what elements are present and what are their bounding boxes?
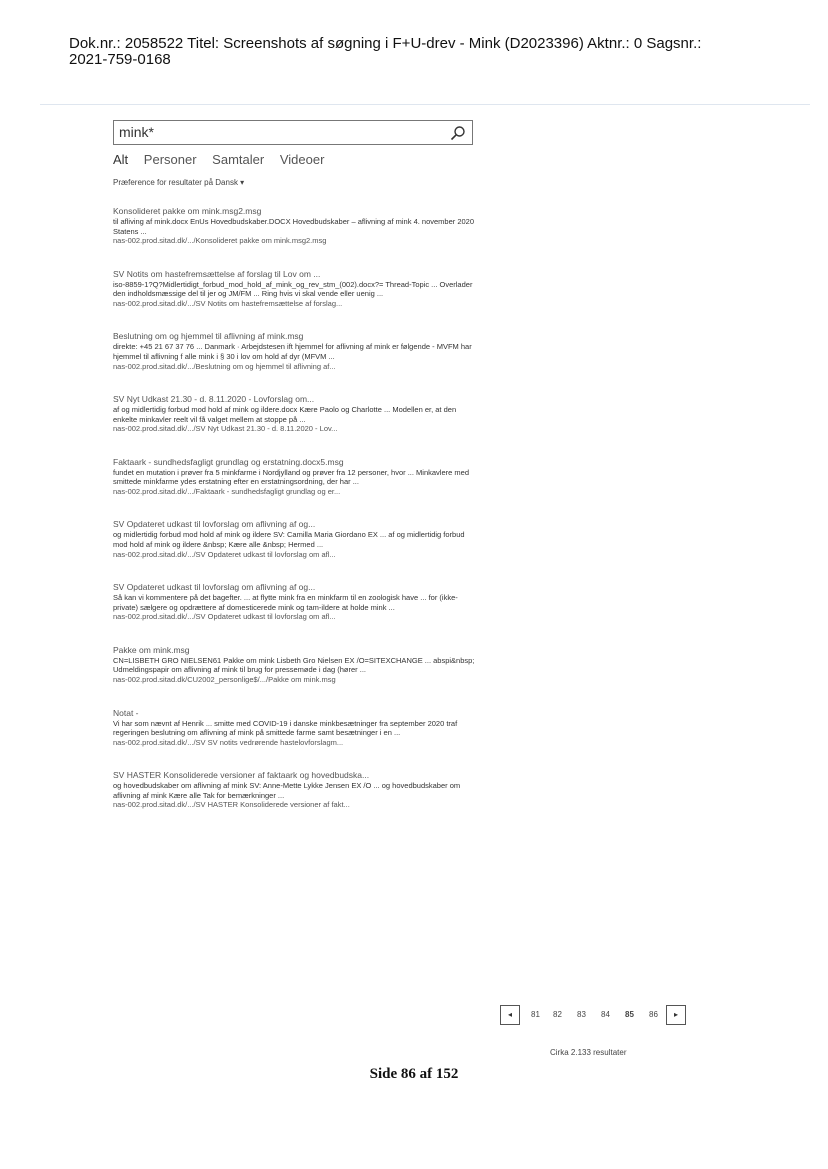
page-link-84[interactable]: 84: [601, 1010, 610, 1019]
result-snippet: fundet en mutation i prøver fra 5 minkfarme i Nordjylland og prøver fra 12 personer, hvor ... Minkavlere med smittede minkfarme ydes erstatning efter en erstatningsordning, der har ...: [113, 467, 469, 487]
header-line-2: 2021-759-0168: [69, 51, 171, 68]
result-url: nas-002.prod.sitad.dk/CU2002_personlige$/.../Pakke om mink.msg: [113, 675, 336, 684]
result-url: nas-002.prod.sitad.dk/.../Faktaark - sundhedsfagligt grundlag og er...: [113, 486, 341, 496]
result-snippet: til afliving af mink.docx EnUs Hovedbudskaber.DOCX Hovedbudskaber – aflivning af mink 4. november 2020 Statens ...: [113, 217, 475, 236]
result-url: nas-002.prod.sitad.dk/.../SV Notits om hastefremsættelse af forslag...: [113, 298, 343, 308]
search-box[interactable]: [113, 120, 473, 145]
result-title[interactable]: Konsolideret pakke om mink.msg2.msg: [113, 206, 262, 216]
prev-page-button[interactable]: ◂: [500, 1005, 520, 1025]
result-title[interactable]: Notat -: [113, 707, 139, 718]
page-link-82[interactable]: 82: [553, 1010, 562, 1019]
result-snippet: og hovedbudskaber om aflivning af mink SV: Anne-Mette Lykke Jensen EX /O ... og hovedbudskaber om aflivning af mink Kære alle Tak for bemærkninger ...: [113, 781, 461, 800]
search-input[interactable]: mink*: [119, 124, 155, 140]
result-title[interactable]: SV Notits om hastefremsættelse af forslag til Lov om ...: [113, 268, 321, 279]
result-snippet: CN=LISBETH GRO NIELSEN61 Pakke om mink Lisbeth Gro Nielsen EX /O=SITEXCHANGE ... abspi&nbsp; Udmeldingspapir om aflivning af mink til brug for pressemøde i dag (hører ...: [113, 655, 475, 675]
result-title[interactable]: SV Opdateret udkast til lovforslag om aflivning af og...: [113, 582, 316, 593]
header-line-1: Dok.nr.: 2058522 Titel: Screenshots af søgning i F+U-drev - Mink (D2023396) Aktnr.: 0 Sagsnr.:: [69, 35, 702, 52]
result-url: nas-002.prod.sitad.dk/.../Beslutning om og hjemmel til aflivning af...: [113, 361, 336, 371]
page-footer: Side 86 af 152: [369, 1066, 459, 1082]
next-page-button[interactable]: ▸: [666, 1005, 686, 1025]
result-url: nas-002.prod.sitad.dk/.../SV Nyt Udkast 21.30 - d. 8.11.2020 - Lov...: [113, 424, 338, 434]
page-link-86[interactable]: 86: [649, 1010, 658, 1019]
result-item: [113, 206, 478, 246]
result-title[interactable]: SV Opdateret udkast til lovforslag om aflivning af og...: [113, 519, 316, 530]
result-item: [113, 645, 478, 685]
result-item: [113, 457, 478, 497]
search-tabs: [113, 152, 336, 167]
result-item: [113, 269, 478, 309]
page-link-83[interactable]: 83: [577, 1010, 586, 1019]
result-snippet: af og midlertidig forbud mod hold af mink og ildere.docx Kære Paolo og Charlotte ... Modellen er, at den enkelte minkavler reelt vil få valget mellem at stoppe på ...: [113, 405, 457, 424]
language-preference[interactable]: Præference for resultater på Dansk ▾: [113, 178, 245, 187]
result-url: nas-002.prod.sitad.dk/.../SV HASTER Konsoliderede versioner af fakt...: [113, 800, 350, 810]
result-snippet: Vi har som nævnt af Henrik ... smitte med COVID-19 i danske minkbesætninger fra september 2020 traf regeringen beslutning om aflivning af mink på smittede farme samt besætninger i en ...: [113, 718, 458, 738]
result-title[interactable]: Pakke om mink.msg: [113, 644, 190, 655]
tab-videoer[interactable]: Videoer: [279, 152, 325, 167]
divider: [40, 104, 810, 105]
result-url: nas-002.prod.sitad.dk/.../SV SV notits vedrørende hastelovforslagm...: [113, 737, 344, 747]
tab-samtaler[interactable]: Samtaler: [212, 152, 265, 167]
result-url: nas-002.prod.sitad.dk/.../SV Opdateret udkast til lovforslag om afl...: [113, 612, 336, 622]
result-snippet: iso-8859-1?Q?Midlertidigt_forbud_mod_hold_af_mink_og_rev_stm_(002).docx?= Thread-Topic ... Overlader den indholdsmæssige del til jer og JM/FM ... Ring hvis vi skal vende eller uenig ...: [113, 279, 473, 299]
result-item: [113, 582, 478, 622]
result-title[interactable]: Beslutning om og hjemmel til aflivning af mink.msg: [113, 331, 304, 342]
result-snippet: direkte: +45 21 67 37 76 ... Danmark · Arbejdstesen ift hjemmel for aflivning af mink er følgende - MVFM har hjemmel til aflivning f alle mink i § 30 i lov om hold af dyr (MFVM ...: [113, 342, 472, 361]
document-header: [69, 36, 769, 68]
result-url: nas-002.prod.sitad.dk/.../SV Opdateret udkast til lovforslag om afl...: [113, 549, 336, 559]
result-title[interactable]: SV HASTER Konsoliderede versioner af faktaark og hovedbudska...: [113, 770, 370, 781]
result-item: [113, 331, 478, 371]
page-link-85[interactable]: 85: [625, 1010, 634, 1019]
tab-personer[interactable]: Personer: [143, 152, 197, 167]
result-item: [113, 394, 478, 434]
result-item: [113, 770, 478, 810]
result-title[interactable]: Faktaark - sundhedsfagligt grundlag og erstatning.docx5.msg: [113, 456, 344, 467]
result-url: nas-002.prod.sitad.dk/.../Konsolideret pakke om mink.msg2.msg: [113, 236, 327, 246]
result-item: [113, 519, 478, 559]
tab-alt[interactable]: Alt: [113, 152, 129, 167]
result-snippet: Så kan vi kommentere på det bagefter. ... at flytte mink fra en minkfarm til en zoologisk have ... for (ikke-private) sælgere og opdrættere af domesticerede mink og tam-ildere at holde mink ...: [113, 593, 458, 612]
result-snippet: og midlertidig forbud mod hold af mink og ildere SV: Camilla Maria Giordano EX ... af og midlertidig forbud mod hold af mink og ildere &nbsp; Kære alle &nbsp; Hermed ...: [113, 530, 465, 550]
result-title[interactable]: SV Nyt Udkast 21.30 - d. 8.11.2020 - Lovforslag om...: [113, 394, 315, 405]
page-link-81[interactable]: 81: [531, 1010, 540, 1019]
results-list: [113, 206, 478, 833]
result-item: [113, 708, 478, 748]
search-icon[interactable]: [450, 125, 466, 141]
result-count: Cirka 2.133 resultater: [550, 1048, 627, 1057]
